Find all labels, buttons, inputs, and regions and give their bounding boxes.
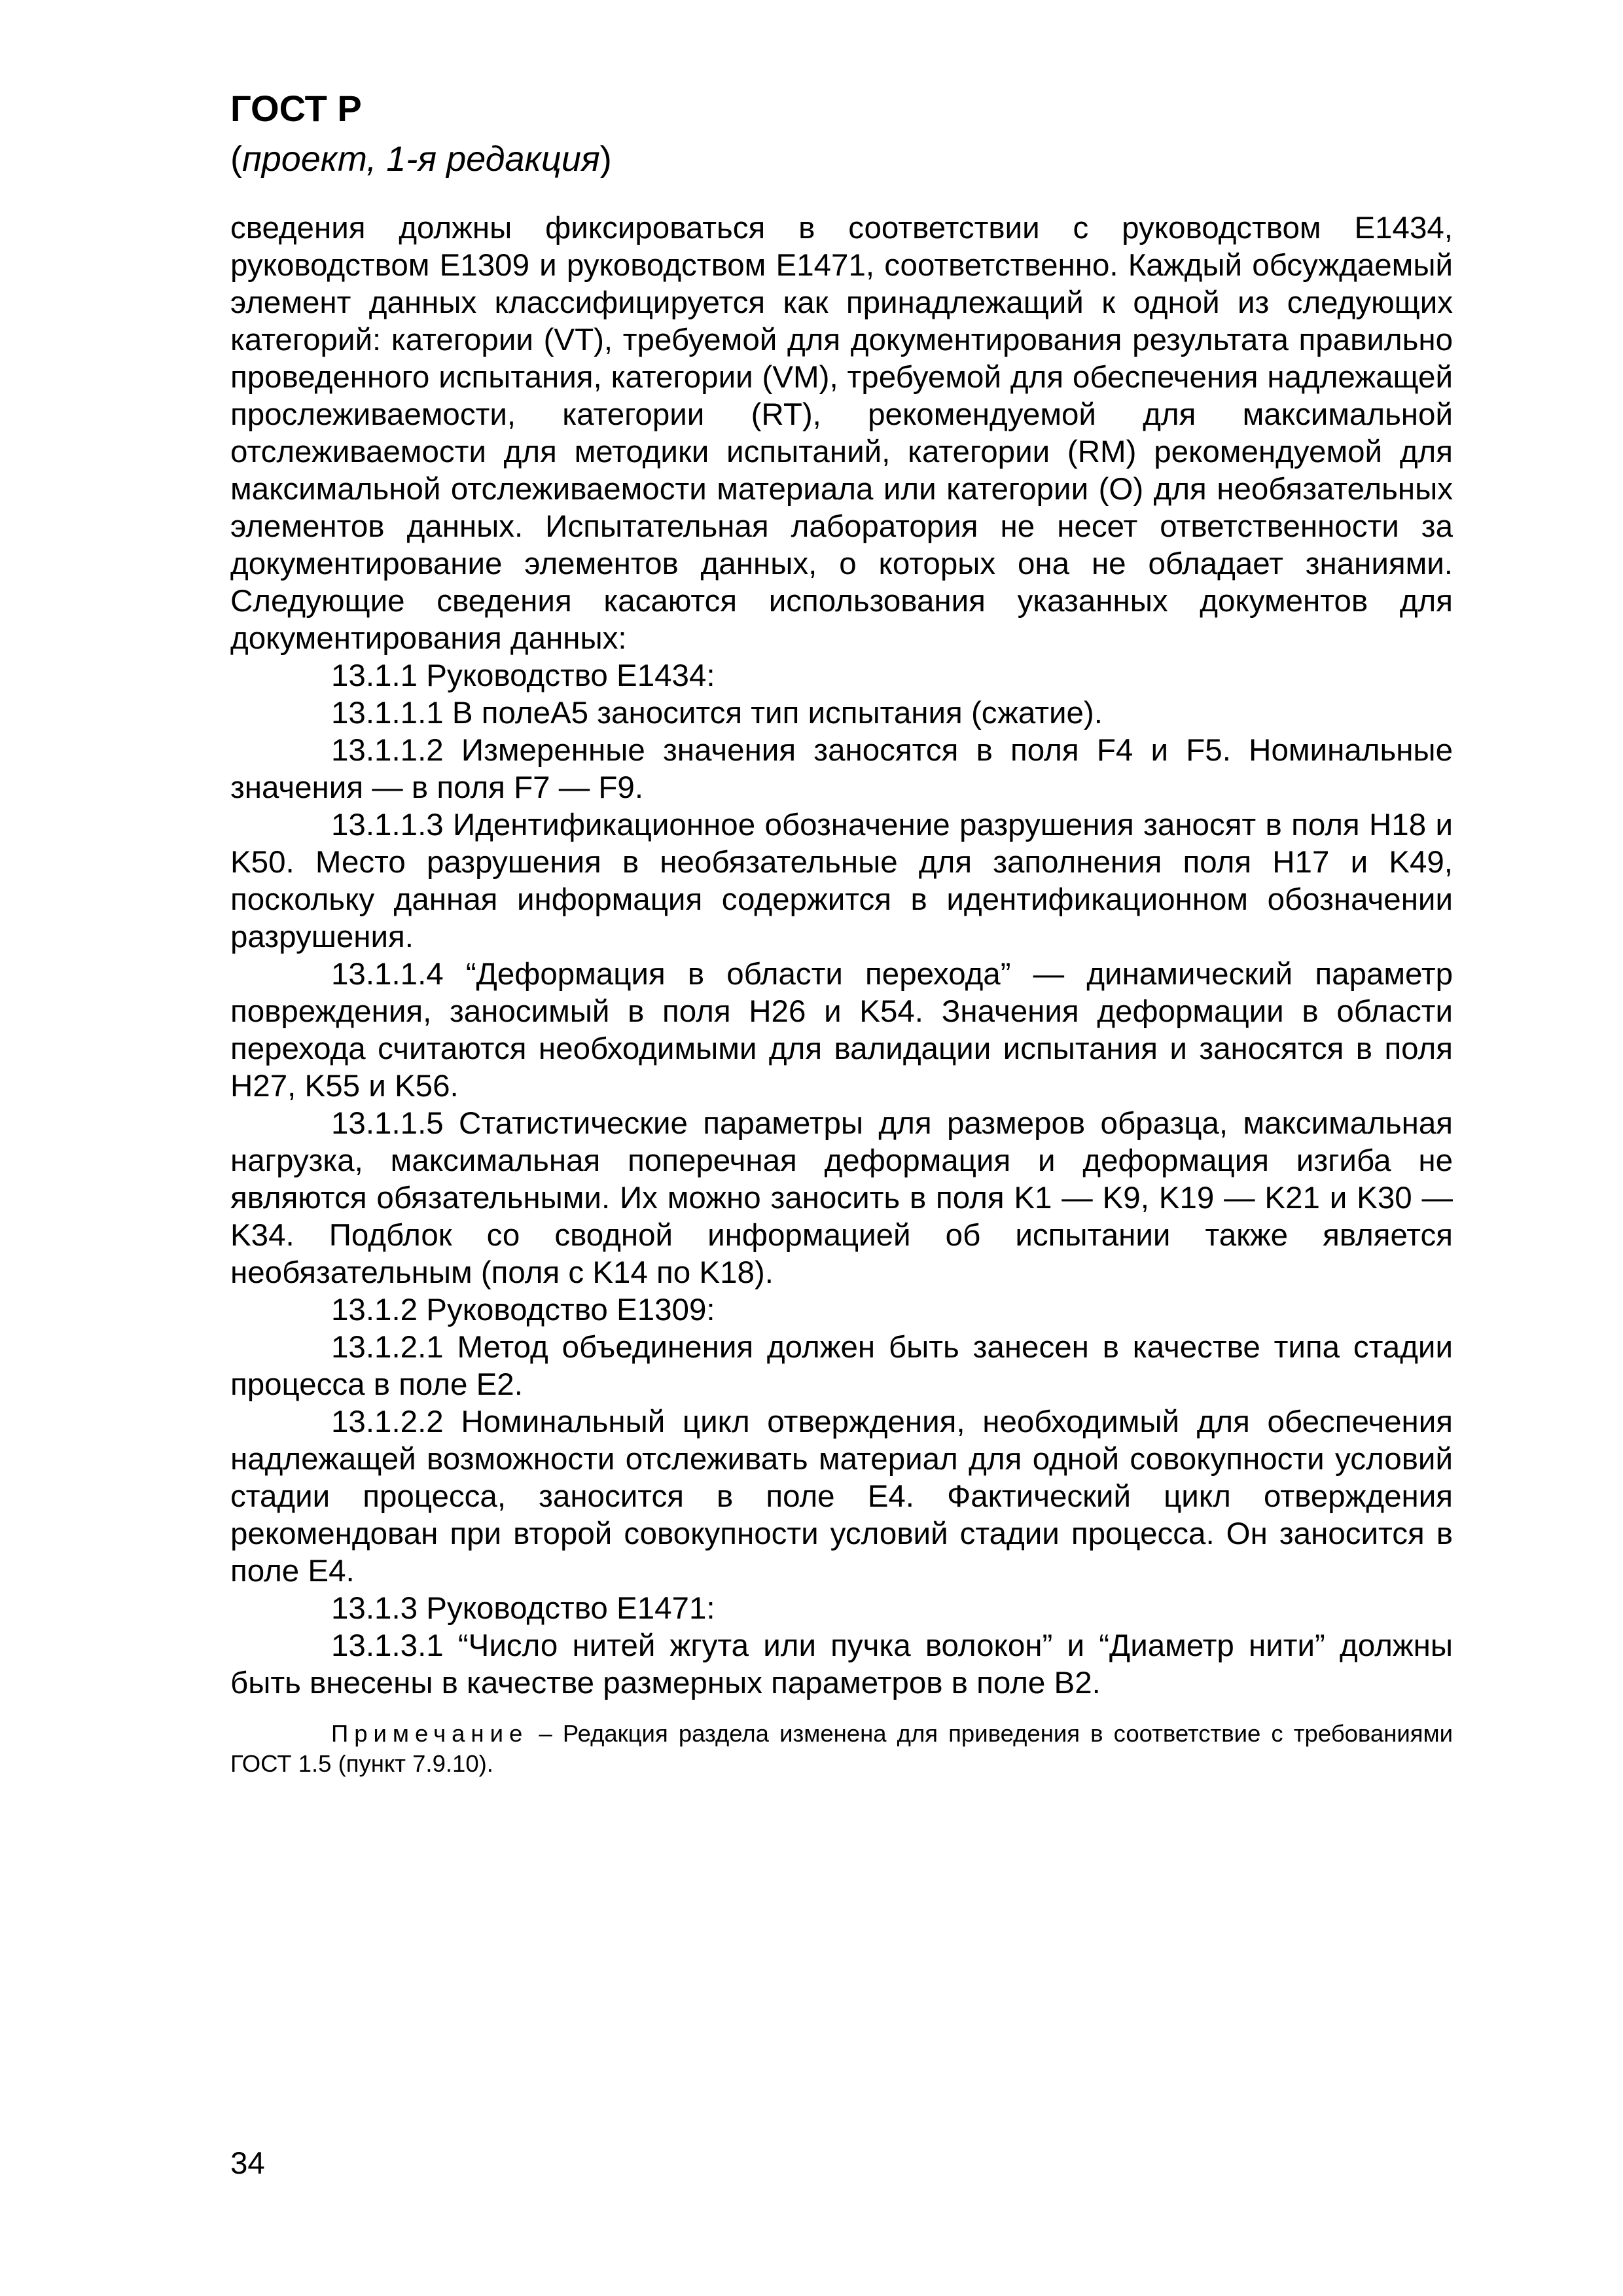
body-text <box>230 209 1453 1702</box>
paragraph-13-1-2: 13.1.2 Руководство E1309: <box>331 1293 715 1327</box>
page-number: 34 <box>230 2146 265 2181</box>
paragraph-13-1-2-1: 13.1.2.1 Метод объединения должен быть занесен в качестве типа стадии процесса в поле E2. <box>230 1330 1453 1402</box>
paragraph-13-1-1-5: 13.1.1.5 Статистические параметры для размеров образца, максимальная нагрузка, максимальная поперечная деформация и деформация изгиба не являются обязательными. Их можно заносить в поля K1 — K9, K19 — K21 и K30 — K34. Подблок со сводной информацией об испытании также является необязательным (поля с K14 по K18). <box>230 1106 1453 1290</box>
paragraph-13-1-3-1: 13.1.3.1 “Число нитей жгута или пучка волокон” и “Диаметр нити” должны быть внесены в качестве размерных параметров в поле B2. <box>230 1628 1453 1700</box>
paragraph-13-1-3: 13.1.3 Руководство E1471: <box>331 1591 715 1626</box>
paragraph-13-1-1: 13.1.1 Руководство E1434: <box>331 658 715 693</box>
note <box>230 1719 1453 1779</box>
edition-open-paren: ( <box>230 139 242 179</box>
edition-text: проект, 1-я редакция <box>241 139 600 179</box>
paragraph-13-1-1-1: 13.1.1.1 В полеA5 заносится тип испытания (сжатие). <box>331 696 1103 730</box>
note-text: – Редакция раздела изменена для приведения в соответствие с требованиями ГОСТ 1.5 (пункт 7.9.10). <box>230 1720 1453 1777</box>
paragraph-13-1-2-2: 13.1.2.2 Номинальный цикл отверждения, необходимый для обеспечения надлежащей возможности отслеживать материал для одной совокупности условий стадии процесса, заносится в поле E4. Фактический цикл отверждения рекомендован при второй совокупности условий стадии процесса. Он заносится в поле E4. <box>230 1405 1453 1588</box>
paragraph-13-1-1-3: 13.1.1.3 Идентификационное обозначение разрушения заносят в поля H18 и K50. Место разрушения в необязательные для заполнения поля H17 и K49, поскольку данная информация содержится в идентификационном обозначении разрушения. <box>230 808 1453 954</box>
paragraph-13-1-1-2: 13.1.1.2 Измеренные значения заносятся в поля F4 и F5. Номинальные значения — в поля F7 — F9. <box>230 733 1453 805</box>
edition-close-paren: ) <box>599 139 612 179</box>
paragraph-13-1-1-4: 13.1.1.4 “Деформация в области перехода” — динамический параметр повреждения, заносимый в поля H26 и K54. Значения деформации в области перехода считаются необходимыми для валидации испытания и заносятся в поля H27, K55 и K56. <box>230 957 1453 1103</box>
standard-designation: ГОСТ Р <box>230 88 362 129</box>
note-label: Примечание <box>331 1720 529 1747</box>
edition-label <box>230 141 612 177</box>
paragraph-intro: сведения должны фиксироваться в соответствии с руководством E1434, руководством E1309 и руководством E1471, соответственно. Каждый обсуждаемый элемент данных классифицируется как принадлежащий к одной из следующих категорий: категории (VT), требуемой для документирования результата правильно проведенного испытания, категории (VM), требуемой для обеспечения надлежащей прослеживаемости, категории (RT), рекомендуемой для максимальной отслеживаемости для методики испытаний, категории (RM) рекомендуемой для максимальной отслеживаемости материала или категории (O) для необязательных элементов данных. Испытательная лаборатория не несет ответственности за документирование элементов данных, о которых она не обладает знаниями. Следующие сведения касаются использования указанных документов для документирования данных: <box>230 211 1453 656</box>
